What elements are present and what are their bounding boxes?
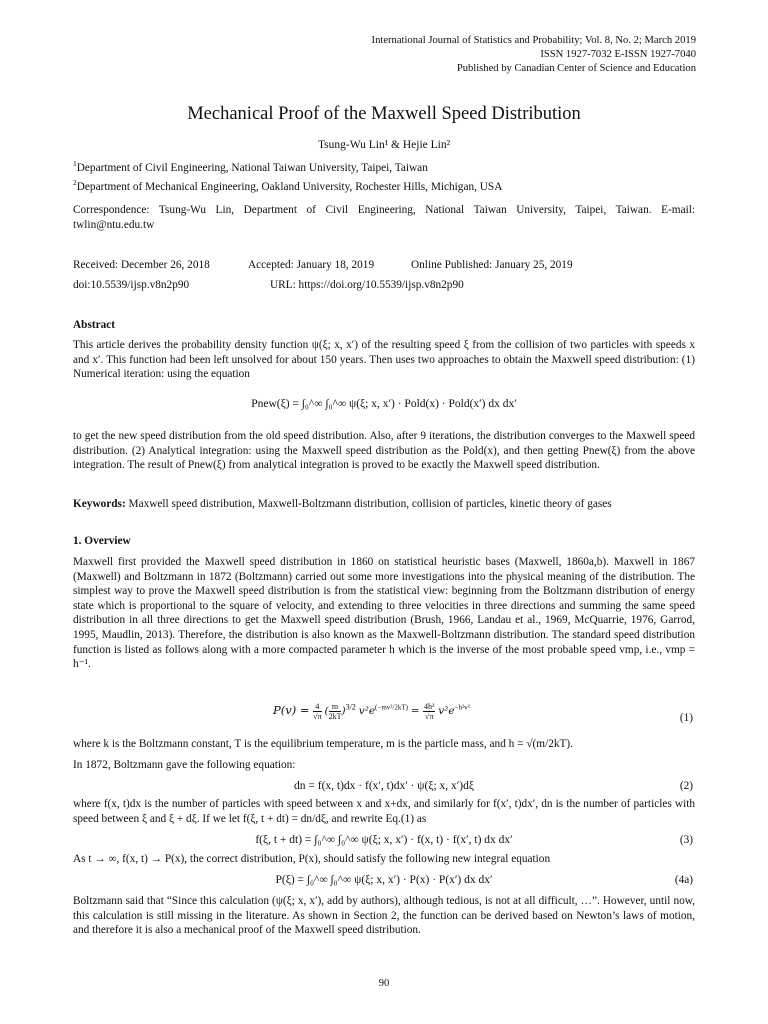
abstract-paragraph-1: This article derives the probability density function ψ(ξ; x, x′) of the resulting speed ξ from the collision of two particles with speeds x and x′. This function had been left unsolved for about 150 years. Then uses two approaches to obtain the Maxwell speed distribution: (1) Numerical iteration: using the equation bbox=[73, 339, 695, 381]
equation-1-number: (1) bbox=[679, 712, 693, 724]
equation-4a: P(ξ) = ∫₀^∞ ∫₀^∞ ψ(ξ; x, x′) · P(x) · P(x′) dx dx′ bbox=[275, 874, 493, 886]
page-number: 90 bbox=[378, 978, 390, 989]
journal-header bbox=[196, 34, 696, 76]
published-date: Online Published: January 25, 2019 bbox=[411, 259, 573, 271]
equation-2-number: (2) bbox=[679, 780, 693, 792]
keywords bbox=[73, 497, 695, 512]
abstract-heading: Abstract bbox=[73, 319, 116, 331]
equation-2: dn = f(x, t)dx · f(x′, t)dx′ · ψ(ξ; x, x′)dξ bbox=[294, 780, 474, 792]
overview-paragraph: Maxwell first provided the Maxwell speed distribution in 1860 on statistical heuristic bases (Maxwell, 1860a,b). Maxwell in 1867 (Maxwell) and Boltzmann in 1872 (Boltzmann) carried out some more investigations into the physical meaning of the distribution. The simplest way to prove the Maxwell speed distribution is from the statistical view: beginning from the Boltzmann distribution of energy state which is proportional to the square of velocity, and extending to three velocities in three directions and summing the same speed distribution in all three directions to get the Maxwell speed distribution (Brush, 1966, Landau et al., 1969, McQuarrie, 1976, Garrod, 1995, Maudlin, 2013). Therefore, the distribution is also known as the Maxwell-Boltzmann distribution. The standard speed distribution function is listed as follows along with a more compacted parameter h which is the inverse of the most probable speed vmp, i.e., vmp = h⁻¹. bbox=[73, 556, 695, 671]
paper-title: Mechanical Proof of the Maxwell Speed Distribution bbox=[187, 104, 581, 124]
equation-4a-number: (4a) bbox=[674, 874, 693, 886]
boltzmann-1872-text: In 1872, Boltzmann gave the following equation: bbox=[73, 759, 296, 771]
accepted-date: Accepted: January 18, 2019 bbox=[248, 259, 375, 271]
equation-3: f(ξ, t + dt) = ∫₀^∞ ∫₀^∞ ψ(ξ; x, x′) · f(x, t) · f(x′, t) dx dx′ bbox=[255, 834, 513, 846]
journal-header-line2: ISSN 1927-7032 E-ISSN 1927-7040 bbox=[540, 49, 696, 60]
doi-text: doi:10.5539/ijsp.v8n2p90 bbox=[73, 279, 190, 291]
keywords-label: Keywords: bbox=[73, 498, 126, 510]
correspondence: Correspondence: Tsung-Wu Lin, Department of Civil Engineering, National Taiwan University, Taipei, Taiwan. E-mail: twlin@ntu.edu.tw bbox=[73, 204, 695, 231]
keywords-text: Maxwell speed distribution, Maxwell-Boltzmann distribution, collision of particles, kinetic theory of gases bbox=[125, 498, 612, 510]
where-paragraph-2: where f(x, t)dx is the number of particles with speed between x and x+dx, and similarly for f(x′, t)dx′, dn is the number of particles with speed between ξ and ξ + dξ. If we let f(ξ, t + dt) = dn/dξ, and rewrite Eq.(1) as bbox=[73, 798, 695, 825]
journal-header-line3: Published by Canadian Center of Science and Education bbox=[456, 63, 696, 74]
affiliation-2: $^2$Department of Mechanical Engineering, Oakland University, Rochester Hills, Michigan, USA bbox=[73, 178, 503, 193]
closing-paragraph: Boltzmann said that “Since this calculation (ψ(ξ; x, x′), add by authors), although tedious, is not at all difficult, …”. However, until now, this calculation is still missing in the literature. As shown in Section 2, the function can be derived based on Newton’s laws of motion, and therefore it is also a mechanical proof of the Maxwell speed distribution. bbox=[73, 895, 695, 937]
journal-header-line1: International Journal of Statistics and Probability; Vol. 8, No. 2; March 2019 bbox=[371, 35, 696, 46]
equation-3-number: (3) bbox=[679, 834, 693, 846]
abstract-equation: Pnew(ξ) = ∫₀^∞ ∫₀^∞ ψ(ξ; x, x′) · Pold(x) · Pold(x′) dx dx′ bbox=[251, 398, 517, 410]
equation-1: P(v) = $\frac{4}{√\pi}$ ( $\frac{m}{2kT}$ )$^{3/2}$ $v^2e^{(-mv^2/2kT)}$ = $\frac{\text{4h³}}{√\pi}$ $v^2e^{-h^2v^2}$ bbox=[273, 702, 470, 721]
section-heading: 1. Overview bbox=[73, 535, 131, 547]
affiliation-1: $^1$Department of Civil Engineering, National Taiwan University, Taipei, Taiwan bbox=[73, 159, 428, 174]
where-paragraph-1: where k is the Boltzmann constant, T is the equilibrium temperature, m is the particle mass, and h = √(m/2kT). bbox=[73, 738, 574, 750]
paper-authors: Tsung-Wu Lin¹ & Hejie Lin² bbox=[317, 139, 451, 151]
limit-text: As t → ∞, f(x, t) → P(x), the correct distribution, P(x), should satisfy the following new integral equation bbox=[73, 853, 551, 865]
received-date: Received: December 26, 2018 bbox=[73, 259, 210, 271]
url-link[interactable]: URL: https://doi.org/10.5539/ijsp.v8n2p90 bbox=[270, 279, 464, 291]
abstract-paragraph-2: to get the new speed distribution from the old speed distribution. Also, after 9 iterations, the distribution converges to the Maxwell speed distribution. (2) Analytical integration: using the Maxwell speed distribution as the Pold(x), and then getting Pnew(ξ) from the above integration. The result of Pnew(ξ) from analytical integration is proved to be exactly the Maxwell speed distribution. bbox=[73, 430, 695, 472]
